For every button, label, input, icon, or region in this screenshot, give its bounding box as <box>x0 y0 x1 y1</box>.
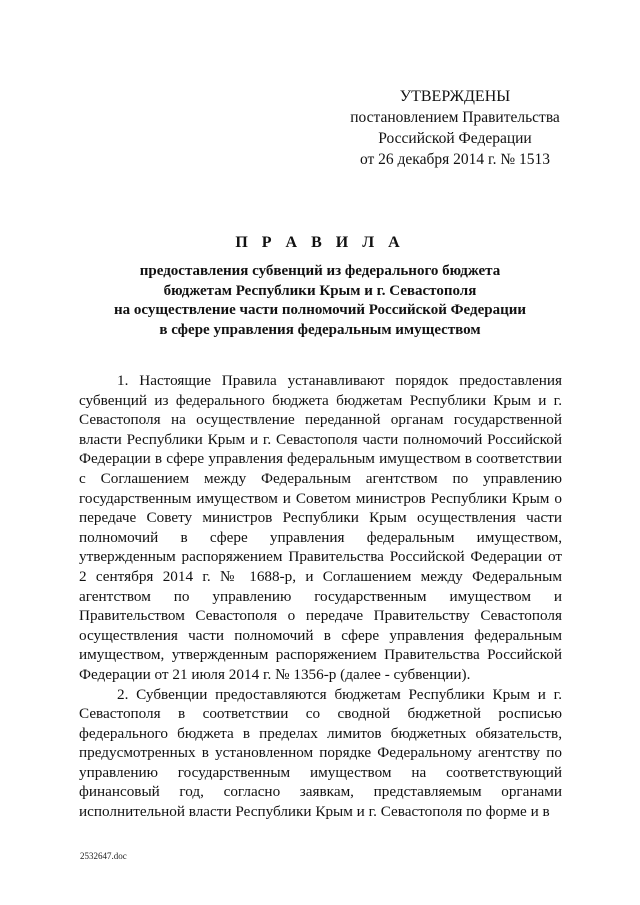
approval-line-2: Российской Федерации <box>378 130 532 147</box>
document-body <box>79 371 562 822</box>
subtitle-line: на осуществление части полномочий Российской Федерации <box>113 302 527 318</box>
subtitle-line: в сфере управления федеральным имуществом <box>159 321 481 338</box>
paragraph-2: 2. Субвенции предоставляются бюджетам Республики Крым и г. Севастополя в соответствии со сводной бюджетной росписью федерального бюджета в пределах лимитов бюджетных обязательств, предусмотренных в установленном порядке Федеральному агентству по управлению государственным имуществом на соответствующий финансовый год, согласно заявкам, представляемым органами исполнительной власти Республики Крым и г. Севастополя по форме и в <box>79 685 562 821</box>
approval-line-1: постановлением Правительства <box>350 109 560 126</box>
document-subtitle <box>80 262 560 340</box>
document-title: П Р А В И Л А <box>235 234 405 251</box>
footer-filename: 2532647.doc <box>80 851 127 861</box>
approval-block <box>330 86 580 170</box>
subtitle-line: бюджетам Республики Крым и г. Севастополя <box>163 282 477 299</box>
approval-line-3: от 26 декабря 2014 г. № 1513 <box>359 151 551 168</box>
approval-title: УТВЕРЖДЕНЫ <box>399 88 511 105</box>
paragraph-1: 1. Настоящие Правила устанавливают порядок предоставления субвенций из федерального бюджета бюджетам Республики Крым и г. Севастополя на осуществление переданной органам государственной власти Республики Крым и г. Севастополя части полномочий Российской Федерации в сфере управления федеральным имуществом в соответствии с Соглашением между Федеральным агентством по управлению государственным имуществом и Советом министров Республики Крым о передаче Совету министров Республики Крым осуществления части полномочий в сфере управления федеральным имуществом, утвержденным распоряжением Правительства Российской Федерации от 2 сентября 2014 г. № 1688-р, и Соглашением между Федеральным агентством по управлению государственным имуществом и Правительством Севастополя о передаче Правительству Севастополя осуществления части полномочий в сфере управления федеральным имуществом, утвержденным распоряжением Правительства Российской Федерации от 21 июля 2014 г. № 1356-р (далее - субвенции). <box>79 372 562 683</box>
subtitle-line: предоставления субвенций из федерального бюджета <box>139 263 501 279</box>
